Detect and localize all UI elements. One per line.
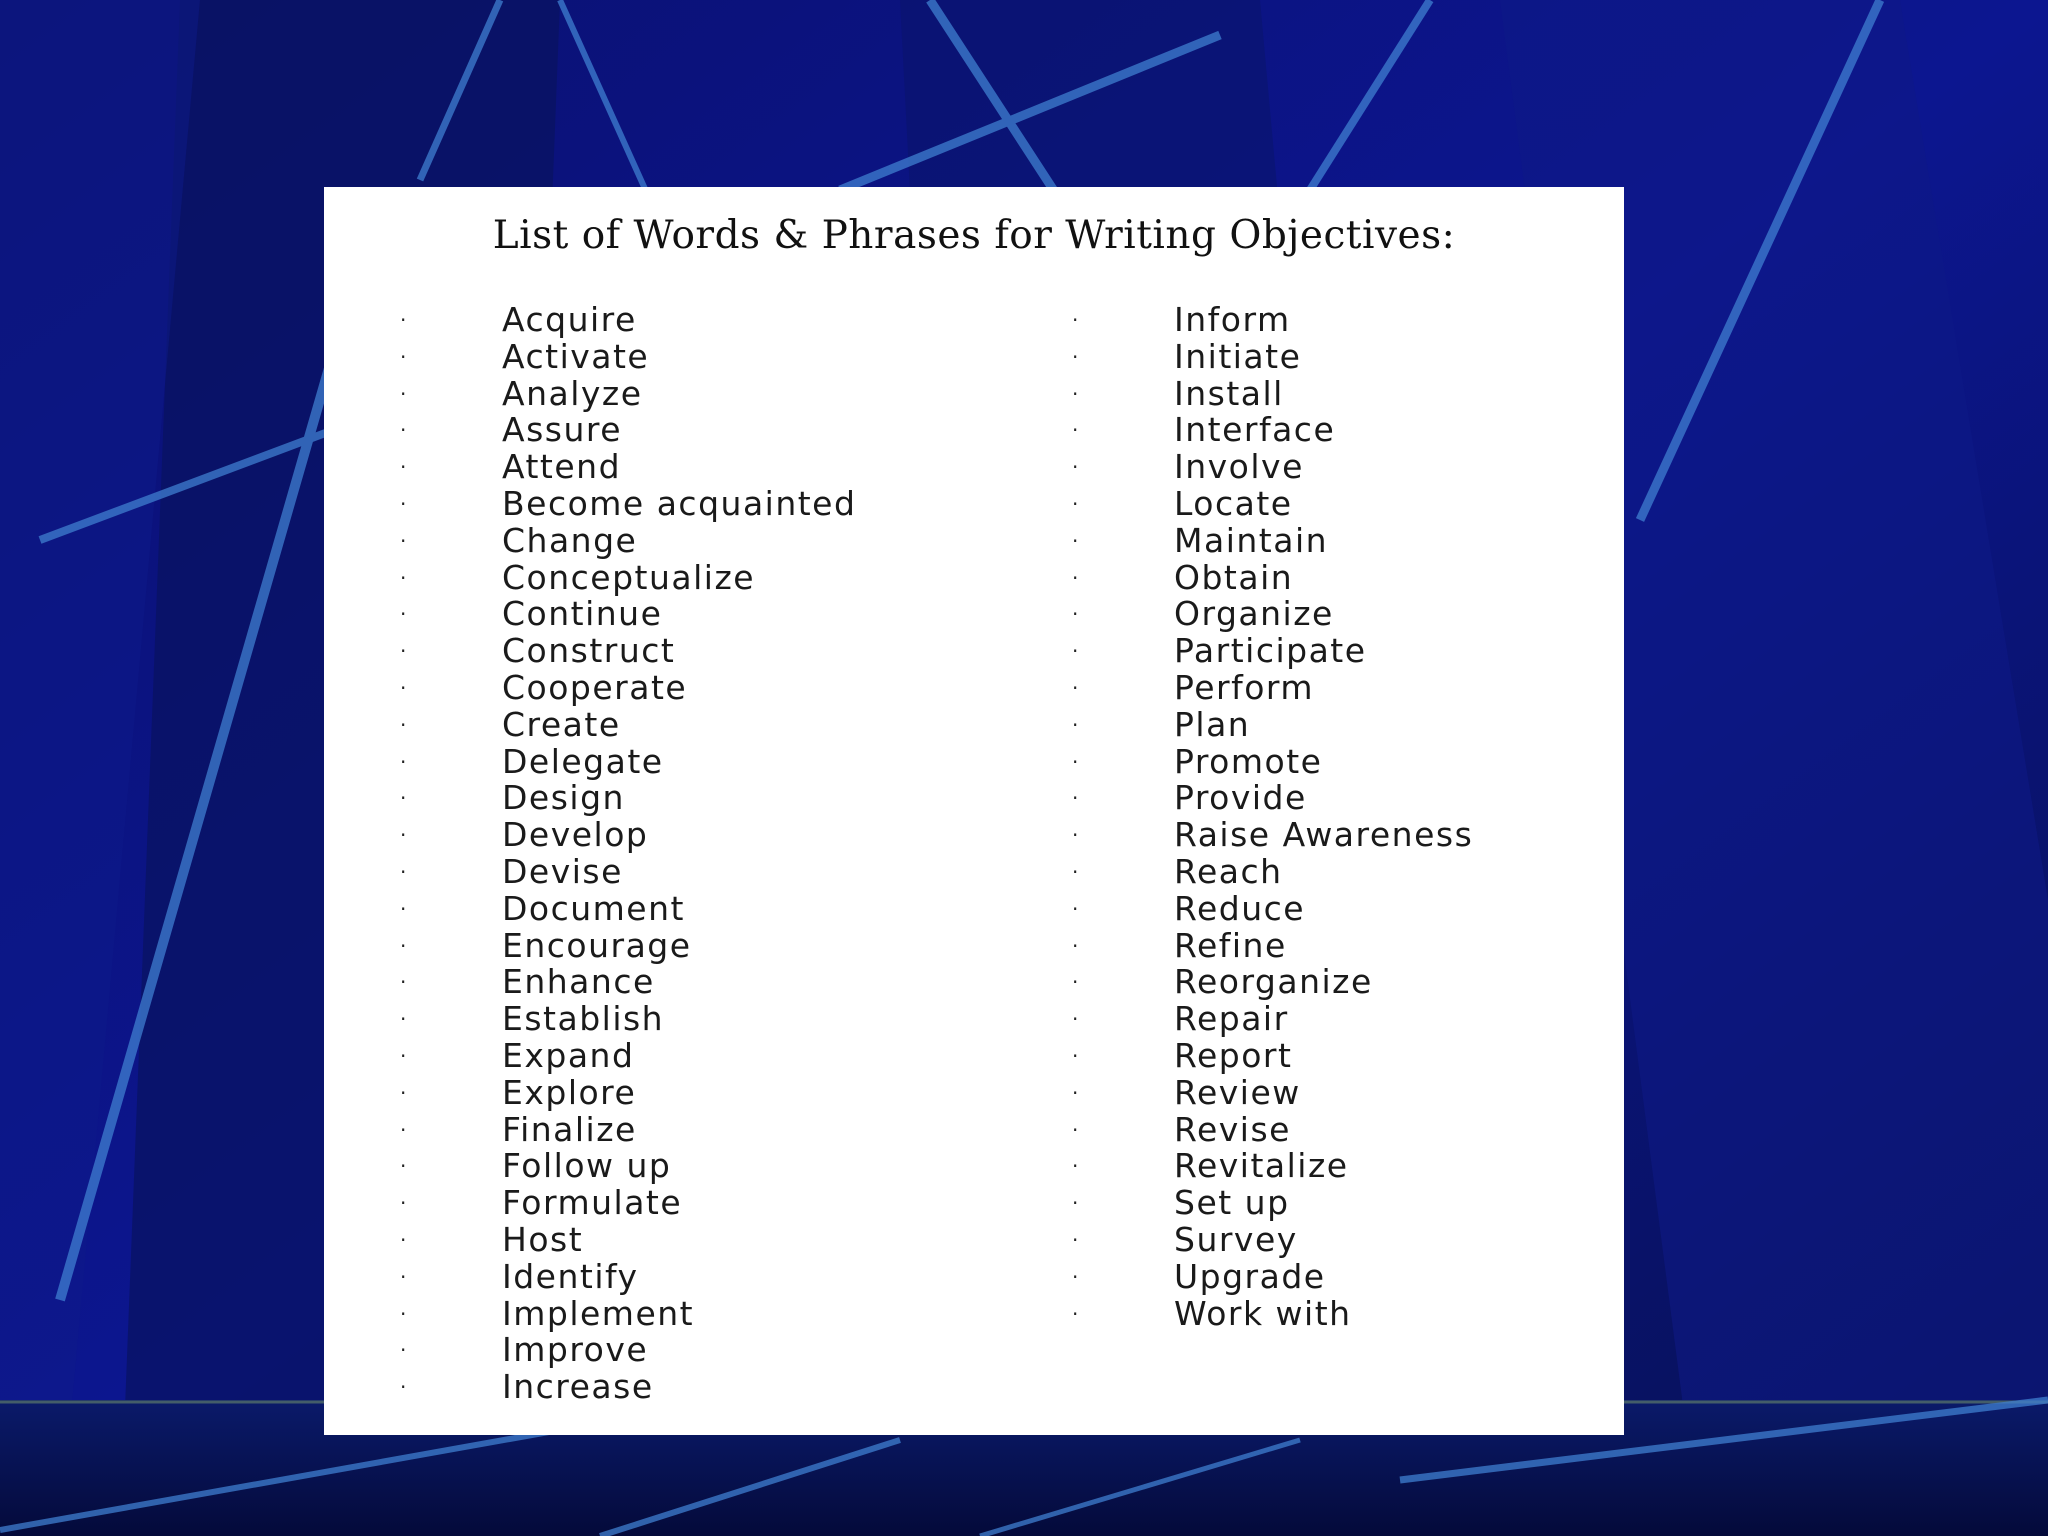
bullet-dot-icon: · [400,859,407,884]
bullet-dot-icon: · [400,1338,407,1363]
bullet-dot-icon: · [1072,859,1079,884]
bullet-dot-icon: · [400,528,407,553]
bullet-dot-icon: · [400,639,407,664]
bullet-dot-icon: · [400,970,407,995]
list-item-label: Change [502,520,638,560]
list-item-label: Assure [502,410,623,450]
bullet-dot-icon: · [400,712,407,737]
bullet-dot-icon: · [400,1043,407,1068]
list-item-label: Initiate [1174,336,1302,376]
bullet-dot-icon: · [400,1301,407,1326]
list-item-label: Inform [1174,300,1291,339]
bullet-dot-icon: · [400,786,407,811]
bullet-dot-icon: · [400,675,407,700]
list-item-label: Cooperate [502,667,688,707]
list-item-label: Expand [502,1035,635,1075]
bullet-dot-icon: · [1072,1154,1079,1179]
list-item-label: Improve [502,1330,649,1370]
bullet-dot-icon: · [400,308,407,332]
list-item-label: Implement [502,1293,695,1333]
list-item-label: Document [502,888,685,928]
list-item-label: Reorganize [1174,962,1373,1002]
bullet-dot-icon: · [400,1117,407,1142]
list-item-label: Acquire [502,300,637,339]
bullet-dot-icon: · [1072,749,1079,774]
bullet-dot-icon: · [400,1007,407,1032]
list-item-label: Delegate [502,741,664,781]
bullet-dot-icon: · [400,1375,407,1400]
bullet-dot-icon: · [1072,712,1079,737]
list-item-label: Create [502,704,621,744]
list-item-label: Perform [1174,667,1315,707]
bullet-dot-icon: · [400,1080,407,1105]
bullet-dot-icon: · [400,933,407,958]
list-item-label: Obtain [1174,557,1294,597]
list-item-label: Finalize [502,1109,637,1149]
list-item-label: Plan [1174,704,1251,744]
bullet-dot-icon: · [1072,1301,1079,1326]
list-item-label: Design [502,778,625,818]
bullet-dot-icon: · [1072,933,1079,958]
bullet-dot-icon: · [1072,1043,1079,1068]
bullet-dot-icon: · [1072,308,1079,332]
list-item-label: Reach [1174,851,1283,891]
bullet-dot-icon: · [1072,455,1079,480]
list-item-label: Become acquainted [502,483,857,523]
bullet-dot-icon: · [400,565,407,590]
list-item-label: Enhance [502,962,655,1002]
list-item-label: Provide [1174,778,1307,818]
bullet-dot-icon: · [400,1227,407,1252]
list-item-label: Attend [502,447,622,487]
list-item-label: Install [1174,373,1284,413]
list-item-label: Analyze [502,373,643,413]
list-item-label: Revitalize [1174,1146,1349,1186]
list-item-label: Interface [1174,410,1336,450]
list-item-label: Activate [502,336,650,376]
list-item-label: Follow up [502,1146,672,1186]
list-item-label: Reduce [1174,888,1306,928]
bullet-dot-icon: · [1072,786,1079,811]
bullet-dot-icon: · [1072,823,1079,848]
bullet-dot-icon: · [400,602,407,627]
bullet-dot-icon: · [1072,1264,1079,1289]
list-item-label: Involve [1174,447,1304,487]
list-item-label: Repair [1174,999,1289,1039]
bullet-dot-icon: · [400,896,407,921]
list-item-label: Set up [1174,1183,1290,1223]
list-item-label: Work with [1174,1293,1352,1333]
bullet-dot-icon: · [400,1264,407,1289]
bullet-dot-icon: · [1072,491,1079,516]
list-item-label: Develop [502,815,649,855]
list-item-label: Conceptualize [502,557,756,597]
list-item-label: Explore [502,1072,637,1112]
bullet-dot-icon: · [400,1154,407,1179]
list-item-label: Identify [502,1256,639,1296]
list-item-label: Formulate [502,1183,683,1223]
bullet-dot-icon: · [400,491,407,516]
word-list-card [324,187,1624,1435]
list-item-label: Increase [502,1367,654,1407]
bullet-dot-icon: · [1072,418,1079,443]
bullet-dot-icon: · [1072,639,1079,664]
list-item-label: Devise [502,851,623,891]
bullet-dot-icon: · [1072,1227,1079,1252]
bullet-dot-icon: · [1072,1117,1079,1142]
list-item-label: Construct [502,631,676,671]
list-item-label: Survey [1174,1219,1298,1259]
bullet-dot-icon: · [1072,565,1079,590]
bullet-dot-icon: · [1072,528,1079,553]
list-item-label: Establish [502,999,665,1039]
list-item-label: Promote [1174,741,1323,781]
bullet-dot-icon: · [400,381,407,406]
list-item-label: Encourage [502,925,692,965]
list-item-label: Raise Awareness [1174,815,1474,855]
bullet-dot-icon: · [400,344,407,369]
list-item-label: Host [502,1219,584,1259]
bullet-dot-icon: · [400,749,407,774]
bullet-dot-icon: · [1072,896,1079,921]
list-item-label: Refine [1174,925,1287,965]
bullet-dot-icon: · [1072,602,1079,627]
bullet-dot-icon: · [1072,970,1079,995]
list-item-label: Revise [1174,1109,1291,1149]
bullet-dot-icon: · [1072,344,1079,369]
slide-title: List of Words & Phrases for Writing Objectives: [492,213,1456,258]
list-item-label: Participate [1174,631,1367,671]
list-item-label: Report [1174,1035,1293,1075]
bullet-dot-icon: · [400,418,407,443]
list-item-label: Maintain [1174,520,1329,560]
list-item-label: Organize [1174,594,1334,634]
bullet-dot-icon: · [1072,1080,1079,1105]
bullet-dot-icon: · [400,455,407,480]
list-item-label: Review [1174,1072,1301,1112]
bullet-dot-icon: · [400,823,407,848]
list-item-label: Continue [502,594,663,634]
bullet-dot-icon: · [1072,1007,1079,1032]
bullet-dot-icon: · [1072,675,1079,700]
list-item-label: Upgrade [1174,1256,1326,1296]
list-item-label: Locate [1174,483,1293,523]
bullet-dot-icon: · [400,1191,407,1216]
bullet-dot-icon: · [1072,1191,1079,1216]
bullet-dot-icon: · [1072,381,1079,406]
